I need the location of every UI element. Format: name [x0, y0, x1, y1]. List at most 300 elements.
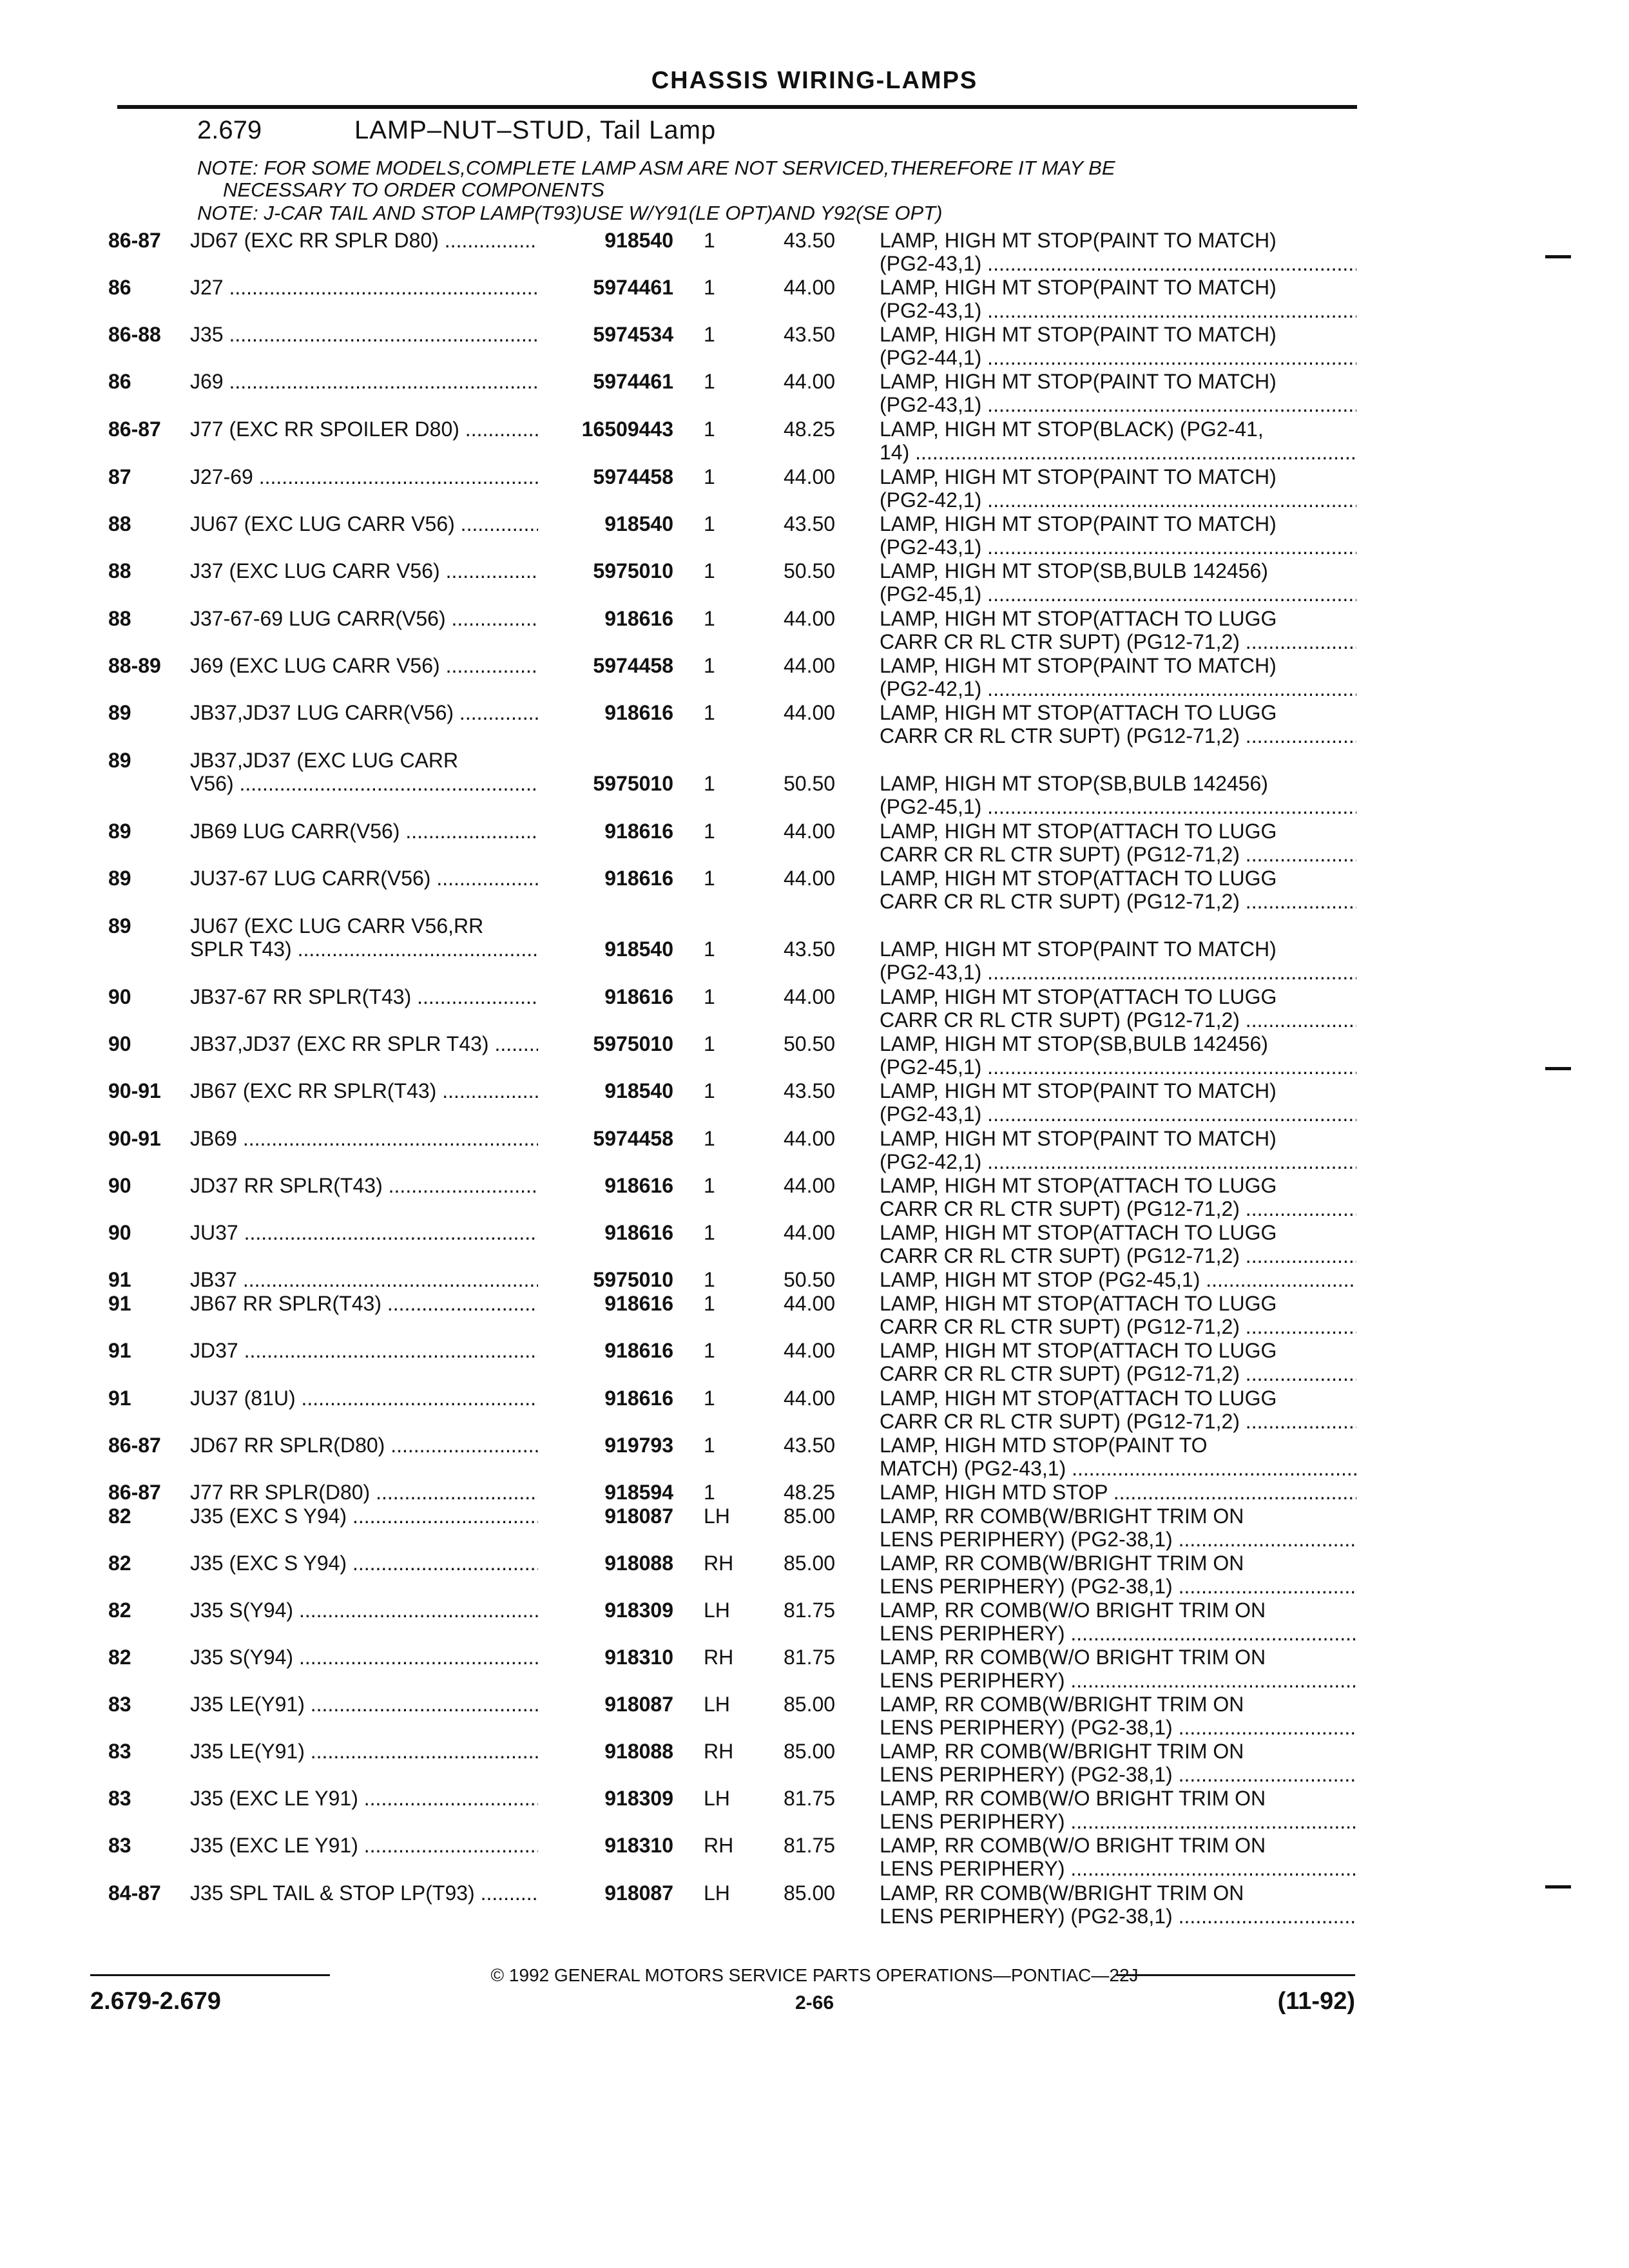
quantity: LH	[704, 1787, 730, 1810]
part-description-continued-text: LENS PERIPHERY) .....	[880, 1857, 1356, 1880]
model-year: 91	[108, 1339, 131, 1362]
model-code	[190, 1221, 538, 1245]
quantity: 1	[704, 1127, 715, 1150]
part-description: LAMP, RR COMB(W/O BRIGHT TRIM ON	[880, 1787, 1266, 1810]
part-description: LAMP, RR COMB(W/BRIGHT TRIM ON	[880, 1740, 1244, 1763]
table-row	[0, 418, 1629, 465]
price: 44.00	[784, 1127, 836, 1150]
section-number: 2.679	[197, 116, 262, 144]
part-description-continued	[880, 1763, 1356, 1787]
model-code	[190, 607, 538, 631]
table-row	[0, 1552, 1629, 1599]
part-description: LAMP, RR COMB(W/BRIGHT TRIM ON	[880, 1881, 1244, 1905]
part-number: 918616	[604, 1174, 673, 1197]
table-row	[0, 1599, 1629, 1646]
table-row	[0, 1787, 1629, 1834]
model-code	[190, 701, 538, 725]
model-code-text: J37 (EXC LUG CARR V56) .....	[190, 559, 538, 582]
margin-mark	[1545, 1067, 1571, 1070]
part-description-continued	[880, 1857, 1356, 1881]
part-description-continued	[880, 1457, 1356, 1481]
table-row	[0, 654, 1629, 702]
part-description-continued-text: (PG2-43,1) .....	[880, 393, 1356, 416]
part-number: 5975010	[593, 1032, 673, 1055]
table-row	[0, 1881, 1629, 1929]
part-description-text: LAMP, HIGH MTD STOP .....	[880, 1481, 1356, 1504]
model-year: 86	[108, 276, 131, 299]
model-year: 90	[108, 1032, 131, 1055]
price: 44.00	[784, 1221, 836, 1244]
quantity: 1	[704, 701, 715, 724]
table-row	[0, 867, 1629, 914]
model-code	[190, 654, 538, 678]
note-line-2: NECESSARY TO ORDER COMPONENTS	[223, 178, 604, 201]
model-year: 82	[108, 1552, 131, 1575]
price: 81.75	[784, 1787, 836, 1810]
model-code-text: J77 RR SPLR(D80) .....	[190, 1481, 538, 1504]
table-row	[0, 1339, 1629, 1387]
model-year: 88	[108, 559, 131, 582]
price: 50.50	[784, 772, 836, 795]
price: 43.50	[784, 229, 836, 252]
part-description-continued	[880, 299, 1356, 323]
part-description-continued	[880, 346, 1356, 370]
quantity: RH	[704, 1834, 734, 1857]
quantity: 1	[704, 1174, 715, 1197]
table-row	[0, 1221, 1629, 1269]
part-number: 5974458	[593, 1127, 673, 1150]
price: 43.50	[784, 937, 836, 961]
part-description: LAMP, HIGH MT STOP(SB,BULB 142456)	[880, 772, 1268, 795]
price: 44.00	[784, 1292, 836, 1315]
part-description: LAMP, HIGH MT STOP(ATTACH TO LUGG	[880, 867, 1277, 890]
quantity: 1	[704, 1481, 715, 1504]
quantity: 1	[704, 1434, 715, 1457]
part-description-continued-text: (PG2-45,1) .....	[880, 795, 1356, 818]
model-year: 83	[108, 1693, 131, 1716]
model-code	[190, 1174, 538, 1198]
part-description-continued	[880, 488, 1356, 512]
model-code-text: JU37-67 LUG CARR(V56) .....	[190, 867, 538, 890]
part-number: 918087	[604, 1881, 673, 1905]
model-year: 90	[108, 985, 131, 1008]
model-code	[190, 1481, 538, 1504]
price: 85.00	[784, 1740, 836, 1763]
quantity: 1	[704, 370, 715, 393]
model-year: 82	[108, 1504, 131, 1528]
note-line-3: NOTE: J-CAR TAIL AND STOP LAMP(T93)USE W/Y91(LE OPT)AND Y92(SE OPT)	[197, 202, 943, 224]
price: 48.25	[784, 418, 836, 441]
price: 44.00	[784, 1174, 836, 1197]
model-year: 83	[108, 1834, 131, 1857]
part-description: LAMP, HIGH MT STOP(ATTACH TO LUGG	[880, 1387, 1277, 1410]
part-description-continued-text: 14) .....	[880, 441, 1356, 464]
model-code-text: J35 SPL TAIL & STOP LP(T93) .....	[190, 1881, 538, 1905]
footer-page-number: 2-66	[795, 1992, 834, 2013]
model-year: 88	[108, 512, 131, 535]
part-description: LAMP, RR COMB(W/BRIGHT TRIM ON	[880, 1693, 1244, 1716]
part-description-continued-text: MATCH) (PG2-43,1) .....	[880, 1457, 1356, 1480]
quantity: 1	[704, 1221, 715, 1244]
price: 50.50	[784, 559, 836, 582]
table-row	[0, 1079, 1629, 1127]
part-description-continued	[880, 393, 1356, 417]
part-description-continued	[880, 630, 1356, 654]
model-year: 90	[108, 1174, 131, 1197]
model-year: 83	[108, 1787, 131, 1810]
model-code-text: JB67 (EXC RR SPLR(T43) .....	[190, 1079, 538, 1102]
part-description-continued-text: (PG2-43,1) .....	[880, 535, 1356, 559]
model-code	[190, 1032, 538, 1056]
part-description-continued-text: LENS PERIPHERY) (PG2-38,1) .....	[880, 1905, 1356, 1928]
part-description: LAMP, HIGH MT STOP(PAINT TO MATCH)	[880, 937, 1277, 961]
model-year: 88-89	[108, 654, 161, 677]
part-number: 5975010	[593, 1268, 673, 1291]
quantity: 1	[704, 276, 715, 299]
part-description-continued-text: CARR CR RL CTR SUPT) (PG12-71,2) .....	[880, 1008, 1356, 1032]
table-row	[0, 1032, 1629, 1080]
part-description: LAMP, HIGH MT STOP(ATTACH TO LUGG	[880, 1221, 1277, 1244]
model-code	[190, 1693, 538, 1716]
table-row	[0, 914, 1629, 984]
quantity: 1	[704, 1387, 715, 1410]
model-year: 89	[108, 820, 131, 843]
part-description: LAMP, HIGH MT STOP(PAINT TO MATCH)	[880, 1079, 1277, 1102]
model-code-continued-text: V56) .....	[190, 772, 538, 795]
part-description: LAMP, HIGH MT STOP(PAINT TO MATCH)	[880, 370, 1277, 393]
model-year: 89	[108, 749, 131, 772]
part-description-continued	[880, 1575, 1356, 1599]
model-code-continued	[190, 772, 538, 796]
part-number: 918087	[604, 1693, 673, 1716]
quantity: 1	[704, 607, 715, 630]
price: 44.00	[784, 370, 836, 393]
quantity: RH	[704, 1740, 734, 1763]
part-description: LAMP, HIGH MT STOP(PAINT TO MATCH)	[880, 323, 1277, 346]
price: 85.00	[784, 1881, 836, 1905]
part-number: 5975010	[593, 559, 673, 582]
model-code-text: JD37 .....	[190, 1339, 538, 1362]
part-description: LAMP, HIGH MT STOP(ATTACH TO LUGG	[880, 1339, 1277, 1362]
model-year: 82	[108, 1599, 131, 1622]
model-year: 86-87	[108, 229, 161, 252]
model-code-text: JU67 (EXC LUG CARR V56) .....	[190, 512, 538, 535]
part-description: LAMP, HIGH MT STOP(ATTACH TO LUGG	[880, 1174, 1277, 1197]
part-number: 918310	[604, 1834, 673, 1857]
model-code	[190, 370, 538, 394]
part-description: LAMP, HIGH MT STOP(PAINT TO MATCH)	[880, 1127, 1277, 1150]
price: 44.00	[784, 465, 836, 488]
margin-mark	[1545, 255, 1571, 258]
part-description-continued	[880, 677, 1356, 701]
model-year: 88	[108, 607, 131, 630]
part-description-continued	[880, 1244, 1356, 1268]
model-code-text: J35 LE(Y91) .....	[190, 1693, 538, 1716]
model-code	[190, 465, 538, 489]
model-code	[190, 1881, 538, 1905]
part-number: 5974461	[593, 276, 673, 299]
table-row	[0, 1740, 1629, 1787]
part-number: 5974461	[593, 370, 673, 393]
price: 85.00	[784, 1693, 836, 1716]
part-number: 918616	[604, 1339, 673, 1362]
model-code: JB37,JD37 (EXC LUG CARR	[190, 749, 459, 772]
price: 43.50	[784, 512, 836, 535]
part-description-continued	[880, 1102, 1356, 1126]
price: 44.00	[784, 607, 836, 630]
part-description-continued-text: CARR CR RL CTR SUPT) (PG12-71,2) .....	[880, 1315, 1356, 1338]
price: 81.75	[784, 1646, 836, 1669]
part-number: 919793	[604, 1434, 673, 1457]
part-number: 918088	[604, 1740, 673, 1763]
model-code-text: JD37 RR SPLR(T43) .....	[190, 1174, 538, 1197]
model-code	[190, 1646, 538, 1669]
quantity: LH	[704, 1504, 730, 1528]
footer-section-range: 2.679-2.679	[90, 1988, 221, 2015]
part-description-continued	[880, 1362, 1356, 1386]
part-number: 918616	[604, 1387, 673, 1410]
part-description-continued	[880, 1055, 1356, 1079]
part-description: LAMP, RR COMB(W/BRIGHT TRIM ON	[880, 1552, 1244, 1575]
part-description: LAMP, RR COMB(W/O BRIGHT TRIM ON	[880, 1834, 1266, 1857]
part-description: LAMP, HIGH MT STOP(PAINT TO MATCH)	[880, 654, 1277, 677]
quantity: 1	[704, 418, 715, 441]
quantity: RH	[704, 1646, 734, 1669]
part-number: 16509443	[581, 418, 673, 441]
model-code	[190, 1787, 538, 1811]
part-description-continued-text: (PG2-42,1) .....	[880, 1150, 1356, 1173]
part-number: 918616	[604, 607, 673, 630]
quantity: LH	[704, 1599, 730, 1622]
part-description-continued-text: (PG2-44,1) .....	[880, 346, 1356, 369]
part-number: 918310	[604, 1646, 673, 1669]
model-code-text: J27 .....	[190, 276, 538, 299]
part-description-continued-text: CARR CR RL CTR SUPT) (PG12-71,2) .....	[880, 843, 1356, 866]
model-code	[190, 1079, 538, 1103]
model-code	[190, 1434, 538, 1457]
model-year: 82	[108, 1646, 131, 1669]
table-row	[0, 820, 1629, 867]
quantity: 1	[704, 323, 715, 346]
part-description-continued-text: (PG2-43,1) .....	[880, 299, 1356, 322]
model-code	[190, 820, 538, 843]
price: 44.00	[784, 276, 836, 299]
table-row	[0, 370, 1629, 418]
part-number: 5975010	[593, 772, 673, 795]
model-code-text: J35 .....	[190, 323, 538, 346]
model-year: 86-87	[108, 418, 161, 441]
model-code-text: J77 (EXC RR SPOILER D80) .....	[190, 418, 538, 441]
model-code-text: J37-67-69 LUG CARR(V56) .....	[190, 607, 538, 630]
model-code-text: JB37 .....	[190, 1268, 538, 1291]
part-description-continued-text: (PG2-45,1) .....	[880, 1055, 1356, 1079]
model-code-text: JB37,JD37 (EXC RR SPLR T43) .....	[190, 1032, 538, 1055]
part-description-continued	[880, 1810, 1356, 1834]
table-row	[0, 1174, 1629, 1222]
part-description: LAMP, RR COMB(W/O BRIGHT TRIM ON	[880, 1599, 1266, 1622]
part-description-continued-text: (PG2-45,1) .....	[880, 582, 1356, 606]
footer-date: (11-92)	[1277, 1988, 1355, 2015]
model-code	[190, 1740, 538, 1763]
price: 44.00	[784, 985, 836, 1008]
model-year: 91	[108, 1292, 131, 1315]
price: 50.50	[784, 1268, 836, 1291]
quantity: 1	[704, 1292, 715, 1315]
model-code-text: J35 S(Y94) .....	[190, 1646, 538, 1669]
model-code: JU67 (EXC LUG CARR V56,RR	[190, 914, 484, 937]
part-description	[880, 1481, 1356, 1504]
table-row	[0, 1387, 1629, 1434]
part-number: 918616	[604, 867, 673, 890]
part-number: 918540	[604, 1079, 673, 1102]
part-number: 918616	[604, 1221, 673, 1244]
part-description-continued-text: (PG2-43,1) .....	[880, 1102, 1356, 1126]
table-row	[0, 229, 1629, 276]
price: 50.50	[784, 1032, 836, 1055]
table-row	[0, 1127, 1629, 1175]
model-code-text: JB37-67 RR SPLR(T43) .....	[190, 985, 538, 1008]
table-row	[0, 1292, 1629, 1340]
part-description: LAMP, HIGH MT STOP(ATTACH TO LUGG	[880, 985, 1277, 1008]
model-code-text: J35 (EXC LE Y91) .....	[190, 1787, 538, 1810]
model-code	[190, 323, 538, 347]
part-description-continued	[880, 1197, 1356, 1221]
part-description-continued-text: LENS PERIPHERY) .....	[880, 1622, 1356, 1645]
model-code	[190, 1387, 538, 1410]
model-code-text: J69 (EXC LUG CARR V56) .....	[190, 654, 538, 677]
part-number: 918309	[604, 1599, 673, 1622]
part-description-continued-text: CARR CR RL CTR SUPT) (PG12-71,2) .....	[880, 1410, 1356, 1433]
part-number: 5974458	[593, 654, 673, 677]
part-description-continued-text: CARR CR RL CTR SUPT) (PG12-71,2) .....	[880, 890, 1356, 913]
part-description-continued	[880, 724, 1356, 748]
quantity: LH	[704, 1881, 730, 1905]
table-row	[0, 985, 1629, 1033]
model-code-text: J35 LE(Y91) .....	[190, 1740, 538, 1763]
model-code	[190, 512, 538, 536]
model-code	[190, 1504, 538, 1528]
table-row	[0, 512, 1629, 560]
quantity: 1	[704, 937, 715, 961]
part-description-continued-text: LENS PERIPHERY) (PG2-38,1) .....	[880, 1716, 1356, 1739]
model-code-text: JB37,JD37 LUG CARR(V56) .....	[190, 701, 538, 724]
part-description-continued-text: LENS PERIPHERY) (PG2-38,1) .....	[880, 1528, 1356, 1551]
quantity: 1	[704, 985, 715, 1008]
part-description: LAMP, HIGH MT STOP(ATTACH TO LUGG	[880, 820, 1277, 843]
table-row	[0, 1504, 1629, 1552]
part-description-continued-text: (PG2-43,1) .....	[880, 252, 1356, 275]
part-description-continued-text: (PG2-42,1) .....	[880, 677, 1356, 700]
part-description-continued-text: CARR CR RL CTR SUPT) (PG12-71,2) .....	[880, 724, 1356, 747]
model-code-text: J69 .....	[190, 370, 538, 393]
model-year: 86-87	[108, 1481, 161, 1504]
part-number: 918087	[604, 1504, 673, 1528]
part-number: 918616	[604, 985, 673, 1008]
table-row	[0, 465, 1629, 513]
price: 44.00	[784, 1387, 836, 1410]
part-description: LAMP, HIGH MTD STOP(PAINT TO	[880, 1434, 1208, 1457]
part-description: LAMP, HIGH MT STOP(BLACK) (PG2-41,	[880, 418, 1264, 441]
model-code-text: J35 (EXC LE Y91) .....	[190, 1834, 538, 1857]
model-year: 86-88	[108, 323, 161, 346]
price: 81.75	[784, 1599, 836, 1622]
part-description-continued	[880, 795, 1356, 819]
model-code	[190, 1127, 538, 1151]
model-year: 87	[108, 465, 131, 488]
quantity: RH	[704, 1552, 734, 1575]
model-code-continued-text: SPLR T43) .....	[190, 937, 538, 961]
model-year: 84-87	[108, 1881, 161, 1905]
quantity: 1	[704, 654, 715, 677]
page-header-title: CHASSIS WIRING-LAMPS	[651, 67, 978, 94]
model-code-text: JU37 .....	[190, 1221, 538, 1244]
model-code	[190, 1268, 538, 1292]
model-code-text: J35 (EXC S Y94) .....	[190, 1504, 538, 1528]
model-code-continued	[190, 937, 538, 961]
price: 44.00	[784, 701, 836, 724]
part-description-continued	[880, 843, 1356, 867]
quantity: 1	[704, 1079, 715, 1102]
model-year: 86-87	[108, 1434, 161, 1457]
part-number: 918540	[604, 512, 673, 535]
table-row	[0, 607, 1629, 655]
quantity: 1	[704, 1268, 715, 1291]
section-title: LAMP–NUT–STUD, Tail Lamp	[354, 116, 717, 144]
model-code-text: J27-69 .....	[190, 465, 538, 488]
part-description: LAMP, HIGH MT STOP(PAINT TO MATCH)	[880, 276, 1277, 299]
part-description-continued	[880, 890, 1356, 914]
model-year: 89	[108, 701, 131, 724]
part-number: 918088	[604, 1552, 673, 1575]
model-year: 90	[108, 1221, 131, 1244]
part-number: 918616	[604, 1292, 673, 1315]
model-code	[190, 229, 538, 253]
price: 43.50	[784, 1079, 836, 1102]
part-description: LAMP, HIGH MT STOP(SB,BULB 142456)	[880, 1032, 1268, 1055]
part-description	[880, 1268, 1356, 1292]
part-description: LAMP, HIGH MT STOP(ATTACH TO LUGG	[880, 1292, 1277, 1315]
part-description-continued	[880, 1716, 1356, 1740]
part-description-continued-text: LENS PERIPHERY) (PG2-38,1) .....	[880, 1763, 1356, 1786]
part-description: LAMP, HIGH MT STOP(PAINT TO MATCH)	[880, 512, 1277, 535]
part-description: LAMP, HIGH MT STOP(PAINT TO MATCH)	[880, 229, 1277, 252]
margin-mark	[1545, 1885, 1571, 1888]
part-description: LAMP, HIGH MT STOP(SB,BULB 142456)	[880, 559, 1268, 582]
quantity: 1	[704, 465, 715, 488]
part-description-continued	[880, 1410, 1356, 1434]
model-code-text: JU37 (81U) .....	[190, 1387, 538, 1410]
model-code	[190, 418, 538, 441]
table-row	[0, 749, 1629, 818]
model-code	[190, 1292, 538, 1316]
model-code-text: J35 S(Y94) .....	[190, 1599, 538, 1622]
model-code	[190, 276, 538, 300]
table-row	[0, 1834, 1629, 1881]
part-description-continued	[880, 1008, 1356, 1032]
model-code-text: JD67 RR SPLR(D80) .....	[190, 1434, 538, 1457]
table-row	[0, 559, 1629, 607]
part-description-continued	[880, 961, 1356, 985]
part-number: 918616	[604, 820, 673, 843]
part-number: 918594	[604, 1481, 673, 1504]
model-year: 91	[108, 1268, 131, 1291]
part-description-continued-text: LENS PERIPHERY) .....	[880, 1669, 1356, 1692]
price: 48.25	[784, 1481, 836, 1504]
part-description: LAMP, RR COMB(W/O BRIGHT TRIM ON	[880, 1646, 1266, 1669]
part-description: LAMP, HIGH MT STOP(PAINT TO MATCH)	[880, 465, 1277, 488]
part-description-continued	[880, 1150, 1356, 1174]
model-code	[190, 559, 538, 583]
